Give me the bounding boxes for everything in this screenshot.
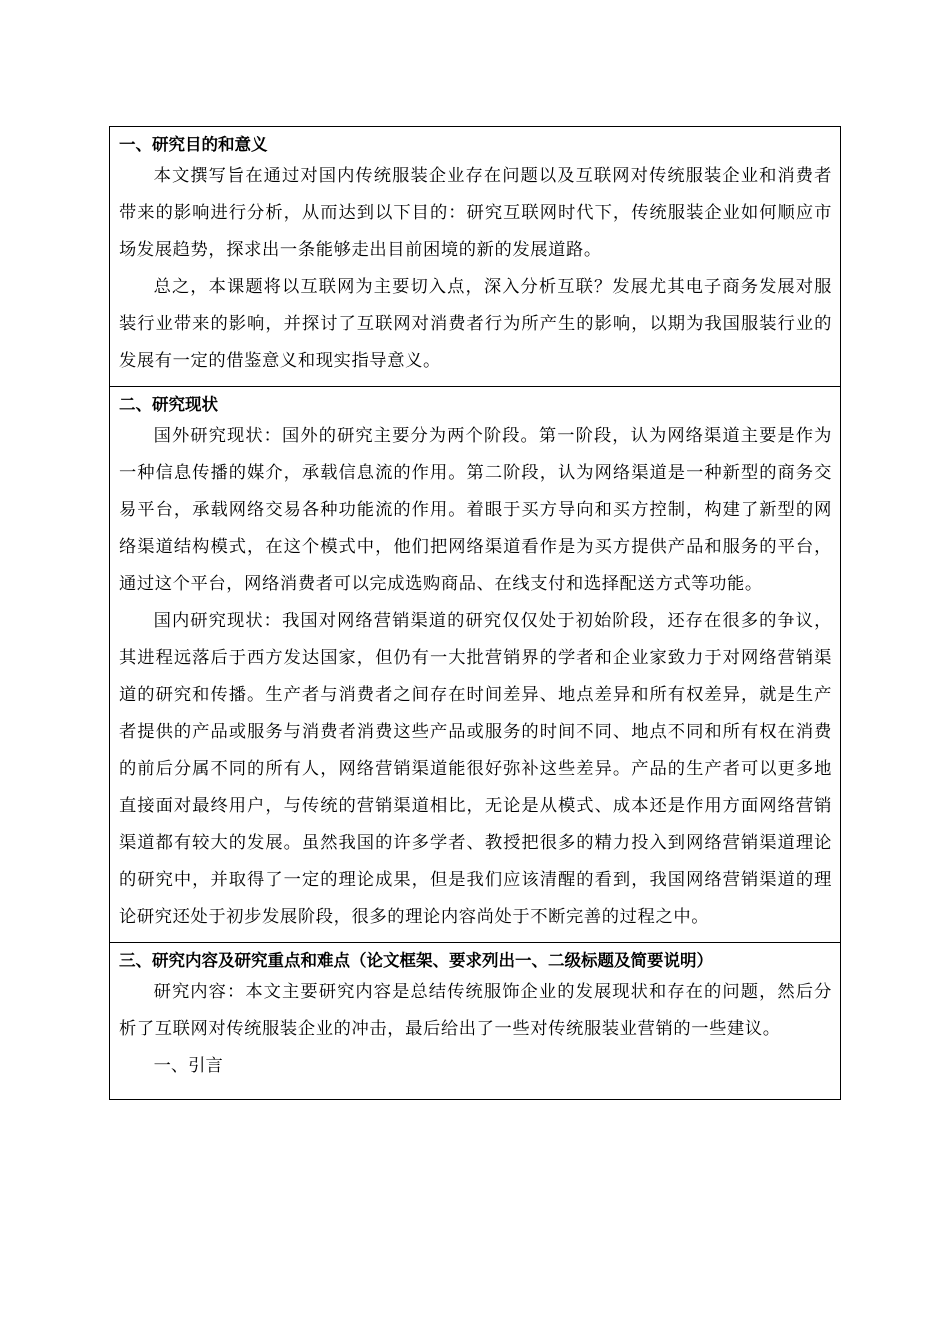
paragraph: 总之，本课题将以互联网为主要切入点，深入分析互联？发展尤其电子商务发展对服装行业带来的影响，并探讨了互联网对消费者行为所产生的影响，以期为我国服装行业的发展有一定的借鉴意义和现实指导意义。 bbox=[119, 277, 832, 371]
section-content bbox=[110, 943, 840, 1099]
paragraph: 本文撰写旨在通过对国内传统服装企业存在问题以及互联网对传统服装企业和消费者带来的影响进行分析，从而达到以下目的：研究互联网时代下，传统服装企业如何顺应市场发展趋势，探求出一条能够走出目前困境的新的发展道路。 bbox=[119, 166, 832, 260]
section-heading: 三、研究内容及研究重点和难点（论文框架、要求列出一、二级标题及简要说明） bbox=[119, 951, 713, 970]
section-heading: 一、研究目的和意义 bbox=[119, 135, 268, 154]
proposal-table bbox=[109, 126, 841, 1100]
paragraph: 国内研究现状：我国对网络营销渠道的研究仅仅处于初始阶段，还存在很多的争议，其进程远落后于西方发达国家，但仍有一大批营销界的学者和企业家致力于对网络营销渠道的研究和传播。生产者与消费者之间存在时间差异、地点差异和所有权差异，就是生产者提供的产品或服务与消费者消费这些产品或服务的时间不同、地点不同和所有权在消费的前后分属不同的所有人，网络营销渠道能很好弥补这些差异。产品的生产者可以更多地直接面对最终用户，与传统的营销渠道相比，无论是从模式、成本还是作用方面网络营销渠道都有较大的发展。虽然我国的许多学者、教授把很多的精力投入到网络营销渠道理论的研究中，并取得了一定的理论成果，但是我们应该清醒的看到，我国网络营销渠道的理论研究还处于初步发展阶段，很多的理论内容尚处于不断完善的过程之中。 bbox=[119, 611, 832, 927]
section-purpose bbox=[110, 127, 840, 387]
section-status bbox=[110, 387, 840, 943]
paragraph: 研究内容：本文主要研究内容是总结传统服饰企业的发展现状和存在的问题，然后分析了互联网对传统服装企业的冲击，最后给出了一些对传统服装业营销的一些建议。 bbox=[119, 982, 832, 1039]
paragraph: 国外研究现状：国外的研究主要分为两个阶段。第一阶段，认为网络渠道主要是作为一种信息传播的媒介，承载信息流的作用。第二阶段，认为网络渠道是一种新型的商务交易平台，承载网络交易各种功能流的作用。着眼于买方导向和买方控制，构建了新型的网络渠道结构模式，在这个模式中，他们把网络渠道看作是为买方提供产品和服务的平台，通过这个平台，网络消费者可以完成选购商品、在线支付和选择配送方式等功能。 bbox=[119, 426, 832, 594]
outline-item: 一、引言 bbox=[153, 1056, 223, 1076]
section-heading: 二、研究现状 bbox=[119, 395, 218, 414]
